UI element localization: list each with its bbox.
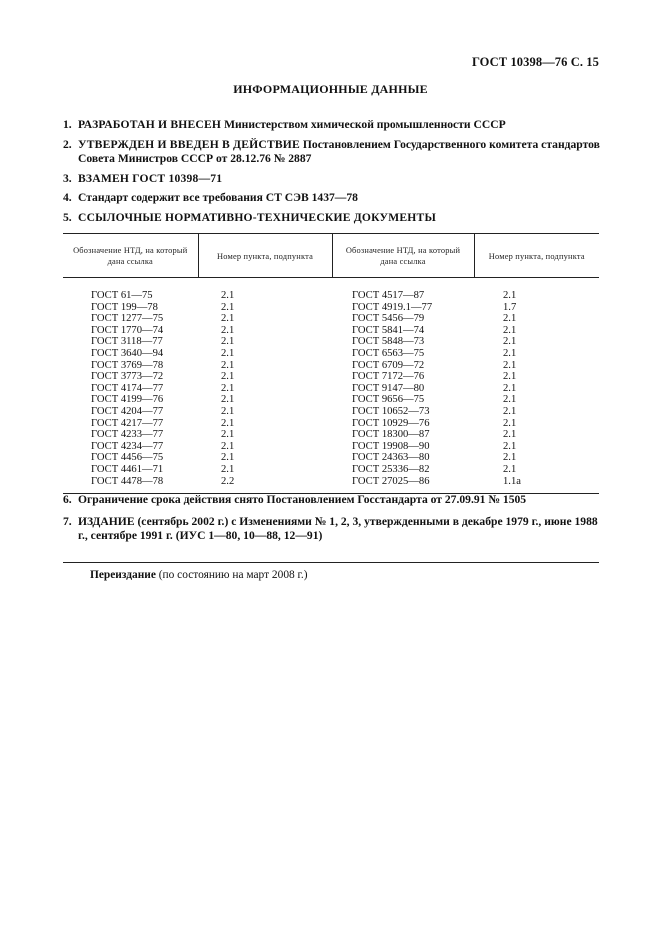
ntd-designation-cell: ГОСТ 61—75 — [91, 290, 153, 301]
info-list-bottom — [63, 493, 603, 551]
item-number: 1. — [63, 118, 72, 131]
item-rest: Постановлением Государственного комитета стандартов Совета Министров СССР от 28.12.76 № 2887 — [78, 137, 600, 165]
table-row — [63, 360, 599, 372]
table-row — [63, 313, 599, 325]
item-number: 7. — [63, 514, 72, 528]
item-number: 6. — [63, 493, 72, 506]
list-item — [63, 493, 603, 508]
item-lead: Стандарт содержит все требования СТ СЭВ 1437—78 — [78, 191, 358, 204]
table-row — [63, 325, 599, 337]
clause-number-cell: 2.1 — [221, 359, 235, 371]
table-row — [63, 418, 599, 430]
ntd-designation-cell: ГОСТ 1277—75 — [91, 313, 164, 325]
item-text — [78, 172, 603, 187]
item-text — [78, 493, 603, 508]
clause-number-cell: 2.1 — [503, 382, 517, 394]
ntd-designation-cell: ГОСТ 5456—79 — [352, 313, 425, 325]
list-item — [63, 515, 603, 544]
list-item — [63, 191, 603, 206]
ntd-designation-cell: ГОСТ 4234—77 — [91, 440, 164, 452]
reissue-date-note: (по состоянию на март 2008 г.) — [158, 569, 308, 581]
list-item — [63, 172, 603, 187]
ntd-designation-cell: ГОСТ 10652—73 — [352, 405, 430, 417]
clause-number-cell: 2.1 — [503, 463, 517, 475]
clause-number-cell: 2.1 — [221, 405, 235, 417]
clause-number-cell: 2.1 — [503, 429, 517, 441]
clause-number-cell: 2.1 — [503, 347, 517, 359]
ntd-designation-cell: ГОСТ 6563—75 — [352, 347, 425, 359]
item-number: 2. — [63, 137, 72, 151]
clause-number-cell: 2.1 — [503, 336, 517, 348]
ntd-designation-cell: ГОСТ 4478—78 — [63, 476, 198, 494]
table-row — [63, 441, 599, 453]
ntd-designation-cell: ГОСТ 1770—74 — [91, 324, 164, 336]
clause-number-cell: 2.1 — [221, 429, 235, 441]
clause-number-cell: 1.7 — [503, 301, 517, 313]
page-reference: ГОСТ 10398—76 С. 15 — [471, 55, 599, 69]
ntd-designation-cell: ГОСТ 25336—82 — [352, 463, 430, 475]
ntd-designation-cell: ГОСТ 19908—90 — [352, 440, 430, 452]
ntd-designation-cell: ГОСТ 3769—78 — [91, 359, 164, 371]
clause-number-cell: 2.1 — [221, 394, 235, 406]
clause-number-cell: 2.1 — [503, 324, 517, 336]
table-row — [63, 348, 599, 360]
ntd-designation-cell: ГОСТ 3773—72 — [91, 371, 164, 383]
ntd-designation-cell: ГОСТ 199—78 — [91, 301, 158, 313]
item-number: 3. — [63, 171, 72, 185]
clause-number-cell: 2.1 — [221, 417, 235, 429]
table-row — [63, 476, 599, 494]
item-lead: ВЗАМЕН ГОСТ 10398—71 — [78, 171, 223, 185]
ntd-designation-cell: ГОСТ 24363—80 — [352, 452, 430, 464]
item-text — [78, 118, 603, 133]
column-header: Номер пункта, подпункта — [474, 234, 599, 278]
clause-number-cell: 2.1 — [503, 452, 517, 464]
reissue-note — [90, 569, 308, 581]
column-header: Обозначение НТД, на который дана ссылка — [63, 234, 198, 278]
clause-number-cell: 2.1 — [221, 290, 235, 301]
item-lead: ССЫЛОЧНЫЕ НОРМАТИВНО-ТЕХНИЧЕСКИЕ ДОКУМЕНТЫ — [78, 210, 437, 224]
ntd-designation-cell: ГОСТ 4919.1—77 — [352, 301, 433, 313]
clause-number-cell: 2.1 — [221, 371, 235, 383]
clause-number-cell: 2.1 — [221, 347, 235, 359]
clause-number-cell: 2.1 — [221, 382, 235, 394]
item-lead: ИЗДАНИЕ (сентябрь 2002 г.) с Изменениями № 1, 2, 3, утвержденными в декабре 1979 г., июне 1988 г., сентябре 1991 г. (ИУС 1—80, 10—88, 12—91) — [78, 514, 598, 542]
ntd-designation-cell: ГОСТ 6709—72 — [352, 359, 425, 371]
clause-number-cell: 1.1а — [474, 476, 599, 494]
ntd-designation-cell: ГОСТ 3118—77 — [91, 336, 163, 348]
ntd-designation-cell: ГОСТ 5841—74 — [352, 324, 425, 336]
item-number: 4. — [63, 191, 72, 204]
table-body — [63, 278, 599, 494]
table-row — [63, 278, 599, 302]
item-text — [78, 191, 603, 206]
list-item — [63, 211, 603, 226]
clause-number-cell: 2.1 — [503, 290, 517, 301]
ntd-designation-cell: ГОСТ 4217—77 — [91, 417, 164, 429]
ntd-designation-cell: ГОСТ 18300—87 — [352, 429, 430, 441]
clause-number-cell: 2.1 — [503, 313, 517, 325]
table-row — [63, 429, 599, 441]
ntd-designation-cell: ГОСТ 4456—75 — [91, 452, 164, 464]
table-row — [63, 302, 599, 314]
table-row — [63, 371, 599, 383]
column-header: Номер пункта, подпункта — [198, 234, 332, 278]
list-item — [63, 118, 603, 133]
info-list-top — [63, 118, 603, 230]
table-row — [63, 383, 599, 395]
item-lead: УТВЕРЖДЕН И ВВЕДЕН В ДЕЙСТВИЕ — [78, 137, 300, 151]
section-title: ИНФОРМАЦИОННЫЕ ДАННЫЕ — [233, 82, 428, 96]
clause-number-cell: 2.1 — [221, 336, 235, 348]
ntd-designation-cell: ГОСТ 4204—77 — [91, 405, 164, 417]
item-text — [78, 138, 603, 167]
ntd-designation-cell: ГОСТ 4461—71 — [91, 463, 164, 475]
ntd-designation-cell: ГОСТ 9147—80 — [352, 382, 425, 394]
clause-number-cell: 2.1 — [503, 417, 517, 429]
ntd-designation-cell: ГОСТ 7172—76 — [352, 371, 425, 383]
clause-number-cell: 2.2 — [198, 476, 332, 494]
ntd-designation-cell: ГОСТ 4517—87 — [352, 290, 425, 301]
clause-number-cell: 2.1 — [221, 313, 235, 325]
table-row — [63, 452, 599, 464]
clause-number-cell: 2.1 — [221, 463, 235, 475]
column-header: Обозначение НТД, на который дана ссылка — [332, 234, 474, 278]
clause-number-cell: 2.1 — [221, 452, 235, 464]
ntd-designation-cell: ГОСТ 3640—94 — [91, 347, 164, 359]
item-text — [78, 211, 603, 226]
ntd-designation-cell: ГОСТ 4233—77 — [91, 429, 164, 441]
ntd-designation-cell: ГОСТ 27025—86 — [332, 476, 474, 494]
clause-number-cell: 2.1 — [221, 324, 235, 336]
ntd-designation-cell: ГОСТ 4174—77 — [91, 382, 164, 394]
table-header-row — [63, 234, 599, 278]
item-rest: Министерством химической промышленности СССР — [224, 118, 506, 131]
item-text — [78, 515, 603, 544]
item-number: 5. — [63, 210, 72, 224]
reissue-label: Переиздание — [90, 569, 156, 581]
table-row — [63, 336, 599, 348]
table-row — [63, 406, 599, 418]
clause-number-cell: 2.1 — [503, 394, 517, 406]
clause-number-cell: 2.1 — [503, 405, 517, 417]
clause-number-cell: 2.1 — [221, 301, 235, 313]
clause-number-cell: 2.1 — [503, 371, 517, 383]
clause-number-cell: 2.1 — [221, 440, 235, 452]
item-lead: РАЗРАБОТАН И ВНЕСЕН — [78, 118, 222, 131]
divider — [63, 562, 599, 563]
clause-number-cell: 2.1 — [503, 440, 517, 452]
item-lead: Ограничение срока действия снято Постановлением Госстандарта от 27.09.91 № 1505 — [78, 493, 527, 506]
table-row — [63, 394, 599, 406]
ntd-designation-cell: ГОСТ 4199—76 — [91, 394, 164, 406]
reference-documents-table — [63, 233, 599, 494]
ntd-designation-cell: ГОСТ 5848—73 — [352, 336, 425, 348]
list-item — [63, 138, 603, 167]
clause-number-cell: 2.1 — [503, 359, 517, 371]
ntd-designation-cell: ГОСТ 10929—76 — [352, 417, 430, 429]
table-row — [63, 464, 599, 476]
ntd-designation-cell: ГОСТ 9656—75 — [352, 394, 425, 406]
